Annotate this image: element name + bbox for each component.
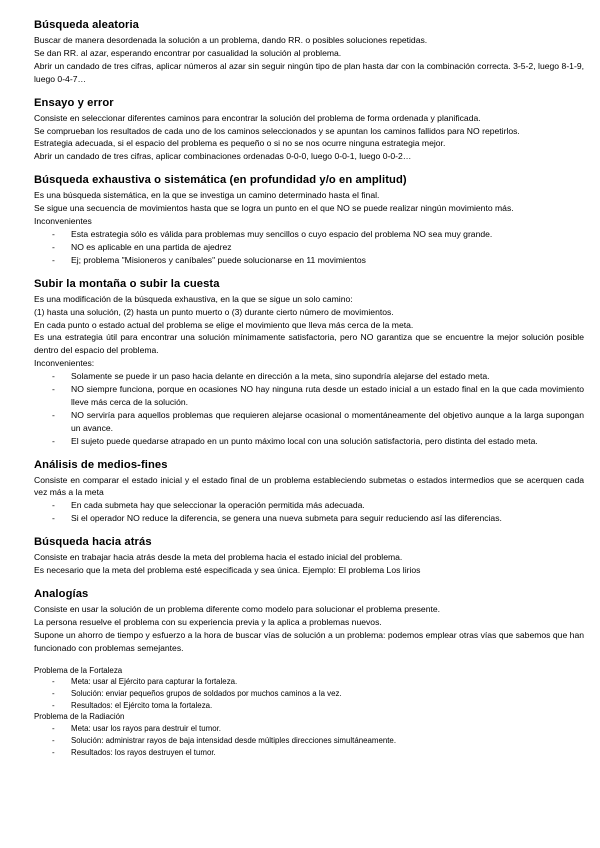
section-title: Analogías: [34, 588, 89, 600]
paragraph: (1) hasta una solución, (2) hasta un punto muerto o (3) durante cierto número de movimientos.: [34, 306, 394, 317]
paragraph: Es una búsqueda sistemática, en la que se investiga un camino determinado hasta el final.: [34, 190, 380, 201]
section-subir-montana: [34, 277, 584, 448]
paragraph: Es una estrategia útil para encontrar una solución mínimamente satisfactoria, pero NO garantiza que se encuentre la mejor solución posible dentro del espacio del problema.: [34, 332, 584, 356]
section-medios-fines: [34, 458, 584, 526]
paragraph: Consiste en seleccionar diferentes caminos para encontrar la solución del problema de forma ordenada y planificada.: [34, 112, 481, 123]
paragraph: Consiste en comparar el estado inicial y el estado final de un problema estableciendo submetas o estados intermedios que se acerquen cada vez más a la meta: [34, 474, 584, 498]
paragraph: Estrategia adecuada, si el espacio del problema es pequeño o si no se nos ocurre ninguna estrategia mejor.: [34, 138, 446, 149]
section-busqueda-hacia-atras: [34, 535, 584, 577]
list-item: - Meta: usar los rayos para destruir el tumor.: [34, 723, 584, 735]
analogy-examples: [34, 665, 584, 759]
example-title: Problema de la Fortaleza: [34, 665, 123, 675]
paragraph: Consiste en trabajar hacia atrás desde la meta del problema hacia el estado inicial del problema.: [34, 552, 403, 563]
section-title: Ensayo y error: [34, 96, 114, 109]
section-title: Búsqueda aleatoria: [34, 19, 140, 31]
bullet-list: [34, 723, 584, 758]
list-item: - NO serviría para aquellos problemas que requieren alejarse ocasional o momentáneamente del objetivo aunque a la larga supongan un avance.: [34, 409, 584, 435]
paragraph: Supone un ahorro de tiempo y esfuerzo a la hora de buscar vías de solución a un problema: podemos emplear otras vías que sabemos que han funcionado con problemas semejantes.: [34, 629, 584, 653]
paragraph: La persona resuelve el problema con su experiencia previa y la aplica a problemas nuevos.: [34, 616, 382, 627]
bullet-list: [34, 676, 584, 711]
bullet-list: [34, 370, 584, 447]
paragraph: Abrir un candado de tres cifras, aplicar combinaciones ordenadas 0-0-0, luego 0-0-1, luego 0-0-2…: [34, 151, 412, 162]
list-item: - El sujeto puede quedarse atrapado en un punto máximo local con una solución satisfactoria, pero distinta del estado meta.: [34, 435, 584, 448]
paragraph: Es una modificación de la búsqueda exhaustiva, en la que se sigue un solo camino:: [34, 293, 353, 304]
list-item: - Si el operador NO reduce la diferencia, se genera una nueva submeta para seguir reduciendo así las diferencias.: [34, 512, 584, 525]
paragraph: Se sigue una secuencia de movimientos hasta que se logra un punto en el que NO se puede realizar ningún movimiento más.: [34, 203, 514, 214]
list-item: - Esta estrategia sólo es válida para problemas muy sencillos o cuyo espacio del problema NO sea muy grande.: [34, 228, 584, 241]
paragraph: Se dan RR. al azar, esperando encontrar por casualidad la solución al problema.: [34, 47, 342, 58]
paragraph: Inconvenientes:: [34, 358, 95, 369]
paragraph: Es necesario que la meta del problema esté especificada y sea única. Ejemplo: El problema Los lirios: [34, 565, 421, 576]
list-item: - Meta: usar al Ejército para capturar la fortaleza.: [34, 676, 584, 688]
list-item: - Resultados: el Ejército toma la fortaleza.: [34, 700, 584, 712]
paragraph: En cada punto o estado actual del problema se elige el movimiento que lleva más cerca de la meta.: [34, 319, 414, 330]
section-title: Búsqueda hacia atrás: [34, 536, 152, 549]
paragraph: Consiste en usar la solución de un problema diferente como modelo para solucionar el problema presente.: [34, 604, 441, 614]
list-item: - NO siempre funciona, porque en ocasiones NO hay ninguna ruta desde un estado inicial a un estado final en la que cada movimiento lleve más cerca de la solución.: [34, 383, 584, 409]
list-item: - En cada submeta hay que seleccionar la operación permitida más adecuada.: [34, 499, 584, 512]
bullet-list: [34, 499, 584, 525]
list-item: - Solución: administrar rayos de baja intensidad desde múltiples direcciones simultáneamente.: [34, 735, 584, 747]
example-title: Problema de la Radiación: [34, 712, 125, 722]
document-page: [34, 18, 584, 758]
list-item: - Resultados: los rayos destruyen el tumor.: [34, 747, 584, 759]
section-busqueda-exhaustiva: [34, 173, 584, 266]
section-busqueda-aleatoria: [34, 18, 584, 86]
section-title: Subir la montaña o subir la cuesta: [34, 277, 220, 290]
bullet-list: [34, 228, 584, 267]
paragraph: Se comprueban los resultados de cada uno de los caminos seleccionados y se apuntan los caminos fallidos para NO repetirlos.: [34, 125, 520, 136]
section-ensayo-error: [34, 96, 584, 164]
paragraph: Buscar de manera desordenada la solución a un problema, dando RR. o posibles soluciones repetidas.: [34, 35, 428, 45]
section-analogias: [34, 587, 584, 655]
list-item: - NO es aplicable en una partida de ajedrez: [34, 241, 584, 254]
section-title: Búsqueda exhaustiva o sistemática (en profundidad y/o en amplitud): [34, 174, 407, 187]
list-item: - Ej; problema "Misioneros y caníbales" puede solucionarse en 11 movimientos: [34, 254, 584, 267]
section-title: Análisis de medios-fines: [34, 458, 168, 471]
list-item: - Solución: enviar pequeños grupos de soldados por muchos caminos a la vez.: [34, 688, 584, 700]
paragraph: Inconvenientes: [34, 216, 92, 227]
list-item: - Solamente se puede ir un paso hacia delante en dirección a la meta, sino supondría alejarse del estado meta.: [34, 370, 584, 383]
paragraph: Abrir un candado de tres cifras, aplicar números al azar sin seguir ningún tipo de plan hasta dar con la combinación correcta. 3-5-2, luego 8-1-9, luego 0-4-7…: [34, 60, 584, 84]
